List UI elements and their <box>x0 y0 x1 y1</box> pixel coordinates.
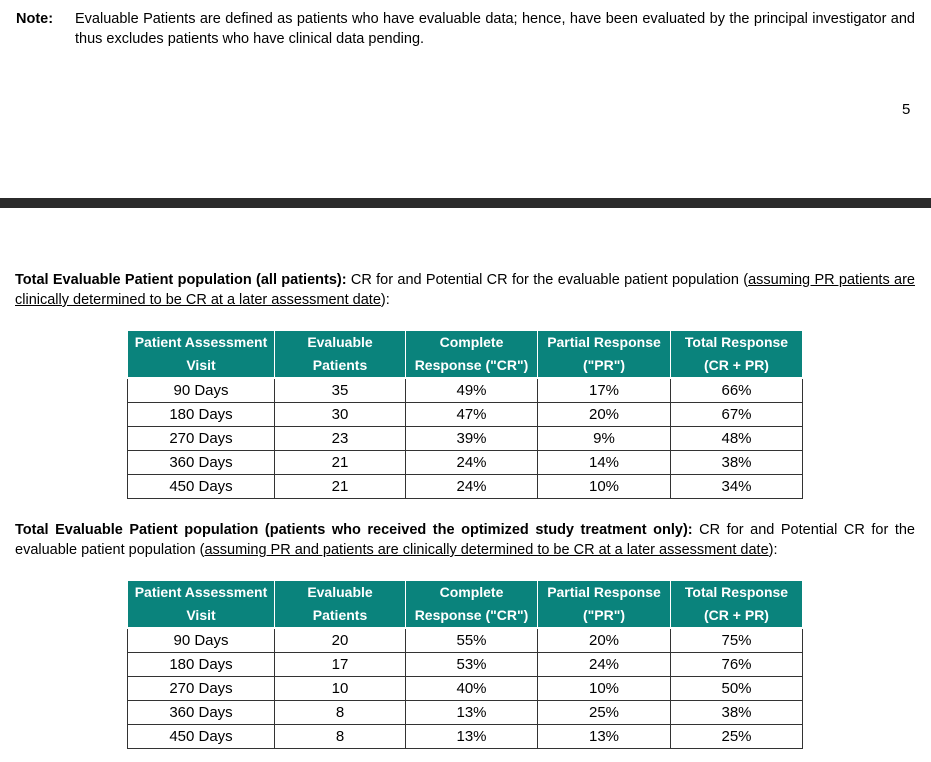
header-evaluable: Evaluable Patients <box>275 581 406 629</box>
cell-evaluable: 30 <box>275 403 406 427</box>
header-cr: Complete Response ("CR") <box>406 581 538 629</box>
section1-underline: assuming PR patients are clinically determined to be CR at a later assessment date <box>15 272 915 308</box>
cell-pr: 10% <box>538 475 671 499</box>
cell-total: 34% <box>671 475 803 499</box>
cell-total: 50% <box>671 677 803 701</box>
cell-cr: 39% <box>406 427 538 451</box>
table-row <box>128 701 803 725</box>
table-row <box>128 427 803 451</box>
header-visit: Patient Assessment Visit <box>128 331 275 379</box>
cell-evaluable: 8 <box>275 725 406 749</box>
cell-visit: 180 Days <box>128 403 275 427</box>
cell-visit: 90 Days <box>128 628 275 653</box>
cell-evaluable: 10 <box>275 677 406 701</box>
cell-visit: 360 Days <box>128 451 275 475</box>
cell-cr: 53% <box>406 653 538 677</box>
cell-visit: 360 Days <box>128 701 275 725</box>
cell-visit: 90 Days <box>128 378 275 403</box>
cell-evaluable: 17 <box>275 653 406 677</box>
cell-pr: 13% <box>538 725 671 749</box>
table-header-row <box>128 581 803 629</box>
cell-cr: 13% <box>406 701 538 725</box>
cell-evaluable: 21 <box>275 451 406 475</box>
page-number: 5 <box>902 101 911 118</box>
cell-evaluable: 20 <box>275 628 406 653</box>
section2-description <box>15 520 915 560</box>
cell-total: 75% <box>671 628 803 653</box>
cell-cr: 13% <box>406 725 538 749</box>
cell-evaluable: 8 <box>275 701 406 725</box>
cell-pr: 24% <box>538 653 671 677</box>
table-row <box>128 653 803 677</box>
table-row <box>128 725 803 749</box>
cell-cr: 55% <box>406 628 538 653</box>
response-table-optimized-treatment <box>127 580 803 749</box>
header-total: Total Response (CR + PR) <box>671 581 803 629</box>
section2-heading: Total Evaluable Patient population (patients who received the optimized study treatment only): <box>15 522 693 538</box>
cell-pr: 17% <box>538 378 671 403</box>
cell-pr: 25% <box>538 701 671 725</box>
cell-total: 67% <box>671 403 803 427</box>
section2-tail: ): <box>768 542 778 558</box>
header-cr: Complete Response ("CR") <box>406 331 538 379</box>
section1-tail: ): <box>380 292 390 308</box>
cell-cr: 40% <box>406 677 538 701</box>
response-table-all-patients <box>127 330 803 499</box>
cell-pr: 20% <box>538 628 671 653</box>
section1-heading: Total Evaluable Patient population (all patients): <box>15 272 347 288</box>
cell-total: 38% <box>671 451 803 475</box>
table-row <box>128 475 803 499</box>
cell-visit: 270 Days <box>128 677 275 701</box>
cell-cr: 47% <box>406 403 538 427</box>
cell-pr: 14% <box>538 451 671 475</box>
cell-total: 48% <box>671 427 803 451</box>
table-row <box>128 628 803 653</box>
section2-underline: assuming PR and patients are clinically determined to be CR at a later assessment date <box>204 542 769 558</box>
table-header-row <box>128 331 803 379</box>
table-row <box>128 378 803 403</box>
table-row <box>128 677 803 701</box>
note-text: Evaluable Patients are defined as patients who have evaluable data; hence, have been evaluated by the principal investigator and thus excludes patients who have clinical data pending. <box>75 11 915 47</box>
cell-total: 38% <box>671 701 803 725</box>
cell-cr: 24% <box>406 475 538 499</box>
page-divider <box>0 198 931 208</box>
cell-visit: 270 Days <box>128 427 275 451</box>
cell-total: 76% <box>671 653 803 677</box>
header-pr: Partial Response ("PR") <box>538 581 671 629</box>
header-visit: Patient Assessment Visit <box>128 581 275 629</box>
section1-description <box>15 270 915 310</box>
cell-visit: 450 Days <box>128 475 275 499</box>
section2-text: CR for and Potential CR for the evaluable patient population ( <box>15 522 915 558</box>
cell-evaluable: 23 <box>275 427 406 451</box>
cell-pr: 20% <box>538 403 671 427</box>
table-row <box>128 451 803 475</box>
header-pr: Partial Response ("PR") <box>538 331 671 379</box>
note-label: Note: <box>16 11 54 27</box>
cell-evaluable: 35 <box>275 378 406 403</box>
cell-pr: 9% <box>538 427 671 451</box>
cell-total: 25% <box>671 725 803 749</box>
section1-text: CR for and Potential CR for the evaluable patient population ( <box>346 272 749 288</box>
header-total: Total Response (CR + PR) <box>671 331 803 379</box>
cell-total: 66% <box>671 378 803 403</box>
table-row <box>128 403 803 427</box>
cell-cr: 49% <box>406 378 538 403</box>
cell-visit: 180 Days <box>128 653 275 677</box>
cell-pr: 10% <box>538 677 671 701</box>
cell-cr: 24% <box>406 451 538 475</box>
cell-visit: 450 Days <box>128 725 275 749</box>
cell-evaluable: 21 <box>275 475 406 499</box>
header-evaluable: Evaluable Patients <box>275 331 406 379</box>
